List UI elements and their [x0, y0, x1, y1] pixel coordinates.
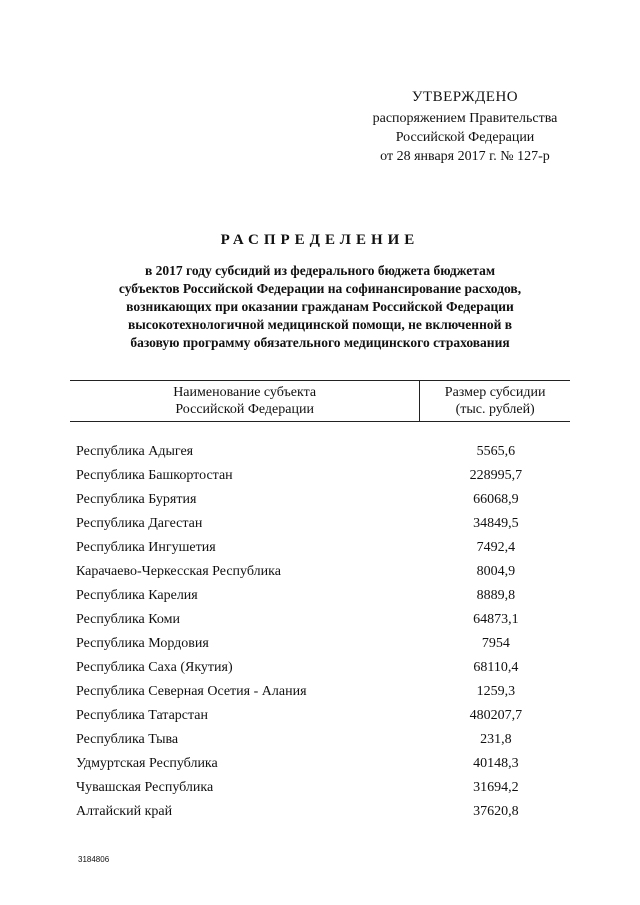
subsidy-amount: 64873,1 — [473, 612, 519, 627]
table-row — [70, 464, 570, 488]
table-body — [70, 440, 570, 824]
header-text: Российской Федерации — [175, 402, 314, 417]
subsidy-amount: 34849,5 — [473, 516, 519, 531]
table-row — [70, 488, 570, 512]
column-header-amount — [420, 381, 570, 421]
subject-name: Удмуртская Республика — [76, 756, 218, 771]
subject-name: Республика Татарстан — [76, 708, 209, 723]
table-row — [70, 560, 570, 584]
table-row — [70, 632, 570, 656]
subject-name: Республика Мордовия — [76, 636, 209, 651]
subject-name: Республика Дагестан — [76, 516, 203, 531]
table-row — [70, 536, 570, 560]
approval-block — [340, 88, 590, 166]
subject-name: Республика Северная Осетия - Алания — [76, 684, 307, 699]
document-code: 3184806 — [78, 855, 110, 864]
table-row — [70, 680, 570, 704]
subject-name: Республика Адыгея — [76, 444, 194, 459]
subsidy-amount: 228995,7 — [469, 468, 523, 483]
subtitle-line: высокотехнологичной медицинской помощи, не включенной в — [127, 317, 513, 332]
subsidy-amount: 8004,9 — [476, 564, 516, 579]
document-title: РАСПРЕДЕЛЕНИЕ — [220, 232, 420, 248]
approval-line: распоряжением Правительства — [372, 111, 558, 126]
subsidy-amount: 68110,4 — [473, 660, 519, 675]
subsidy-amount: 1259,3 — [476, 684, 516, 699]
subject-name: Карачаево-Черкесская Республика — [76, 564, 281, 579]
subject-name: Республика Башкортостан — [76, 468, 233, 483]
header-text: Размер субсидии — [444, 385, 546, 400]
subsidy-amount: 480207,7 — [469, 708, 523, 723]
table-row — [70, 512, 570, 536]
subsidy-amount: 5565,6 — [476, 444, 516, 459]
table-row — [70, 584, 570, 608]
subsidy-table — [70, 380, 570, 824]
header-text: (тыс. рублей) — [455, 402, 535, 417]
table-row — [70, 728, 570, 752]
subsidy-amount: 8889,8 — [476, 588, 516, 603]
subtitle-line: базовую программу обязательного медицинского страхования — [130, 335, 510, 350]
table-row — [70, 608, 570, 632]
subsidy-amount: 7954 — [481, 636, 510, 651]
table-row — [70, 656, 570, 680]
subject-name: Республика Саха (Якутия) — [76, 660, 233, 675]
subject-name: Республика Ингушетия — [76, 540, 216, 555]
subject-name: Алтайский край — [76, 804, 173, 819]
document-subtitle — [90, 262, 550, 352]
subsidy-amount: 37620,8 — [473, 804, 519, 819]
table-row — [70, 440, 570, 464]
table-header — [70, 380, 570, 422]
approval-line: Российской Федерации — [395, 130, 535, 145]
approval-stamp: УТВЕРЖДЕНО — [411, 89, 519, 105]
subsidy-amount: 40148,3 — [473, 756, 519, 771]
subtitle-line: субъектов Российской Федерации на софинансирование расходов, — [118, 281, 522, 296]
subsidy-amount: 66068,9 — [473, 492, 519, 507]
subtitle-line: в 2017 году субсидий из федерального бюджета бюджетам — [144, 263, 496, 278]
table-row — [70, 704, 570, 728]
subject-name: Чувашская Республика — [76, 780, 214, 795]
subsidy-amount: 31694,2 — [473, 780, 519, 795]
column-header-subject — [70, 381, 420, 421]
approval-date-number: от 28 января 2017 г. № 127-р — [380, 149, 550, 164]
subsidy-amount: 231,8 — [480, 732, 512, 747]
subsidy-amount: 7492,4 — [476, 540, 516, 555]
subject-name: Республика Карелия — [76, 588, 198, 603]
subject-name: Республика Бурятия — [76, 492, 197, 507]
subject-name: Республика Тыва — [76, 732, 179, 747]
header-text: Наименование субъекта — [173, 385, 317, 400]
table-row — [70, 800, 570, 824]
subject-name: Республика Коми — [76, 612, 180, 627]
table-row — [70, 776, 570, 800]
table-row — [70, 752, 570, 776]
subtitle-line: возникающих при оказании гражданам Российской Федерации — [126, 299, 514, 314]
